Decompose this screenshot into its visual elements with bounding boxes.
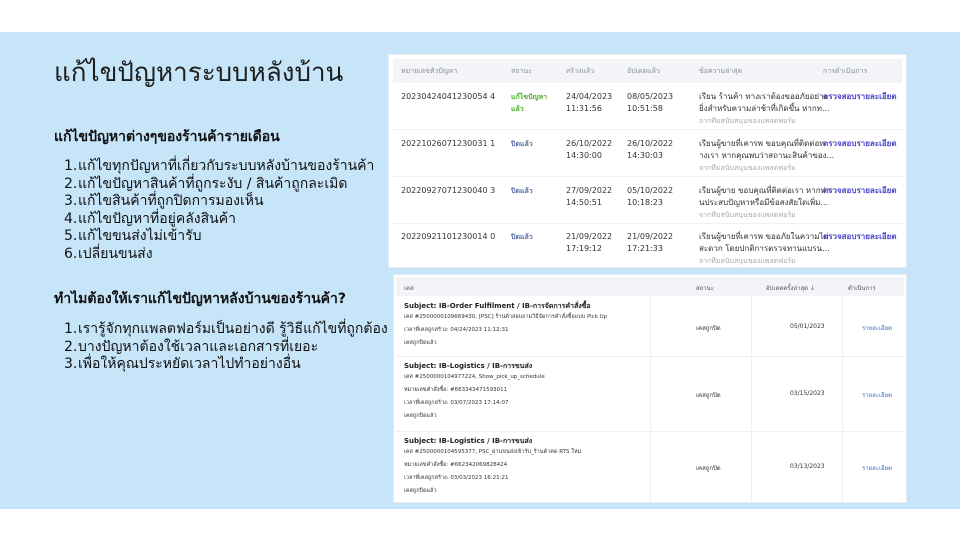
column-header: ดำเนินการ: [848, 285, 876, 292]
case-detail: หมายเลขคำสั่งซื้อ: #662342069828424: [404, 462, 508, 468]
status-badge: ปิดแล้ว: [511, 140, 533, 148]
case-updated-date: 03/13/2023: [790, 463, 825, 470]
section1-heading: แก้ไขปัญหาต่างๆของร้านค้ารายเดือน: [54, 129, 280, 145]
case-detail: เคส #2500000109669430, [PSC] ร้านค้าสอบถามวิธีจัดการคำสั่งซื้อแบบ Pick Up: [404, 314, 608, 320]
case-status: เคสถูกปิด: [696, 392, 721, 399]
case-details-link[interactable]: รายละเอียด: [862, 325, 893, 332]
column-header: หมายเลขหัวปัญหา: [401, 67, 458, 75]
list-item: 2.แก้ไขปัญหาสินค้าที่ถูกระงับ / สินค้าถูกละเมิด: [64, 175, 348, 192]
list-item: 5.แก้ไขขนส่งไม่เข้ารับ: [64, 228, 202, 244]
view-details-link[interactable]: ตรวจสอบรายละเอียด: [823, 232, 897, 241]
list-item: 2.บางปัญหาต้องใช้เวลาและเอกสารที่เยอะ: [64, 338, 319, 355]
table-row: [396, 356, 904, 432]
ticket-id: 20221026071230031 1: [401, 139, 496, 148]
case-detail: เวลาที่เคสถูกสร้าง: 04/24/2023 11:12:31: [404, 327, 509, 333]
created-date: 24/04/2023 11:31:56: [566, 92, 613, 113]
case-detail: เคสถูกปิดแล้ว: [404, 413, 437, 419]
updated-date: 21/09/2022 17:21:33: [627, 232, 674, 253]
section2-list: [64, 321, 388, 374]
column-header[interactable]: อัปเดตครั้งล่าสุด ↓: [766, 285, 815, 292]
latest-message: เรียน ร้านค้า ทางเราต้องขออภัยอย่าง ยิ่งสำหรับความล่าช้าที่เกิดขึ้น หากท... จากทีมสนับสนุนของแพลตฟอร์ม: [699, 92, 830, 125]
case-status: เคสถูกปิด: [696, 325, 721, 332]
list-item: 1.แก้ไขทุกปัญหาที่เกี่ยวกับระบบหลังบ้านของร้านค้า: [64, 158, 375, 174]
ticket-id: 20230424041230054 4: [401, 92, 496, 101]
list-item: 3.แก้ไขสินค้าที่ถูกปิดการมองเห็น: [64, 193, 264, 209]
ticket-id: 20220927071230040 3: [401, 186, 496, 195]
column-header: ข้อความล่าสุด: [699, 67, 743, 75]
latest-message: เรียนผู้ขาย ขอบคุณที่ติดต่อเรา หากท่า นประสบปัญหาหรือมีข้อสงสัยใดเพิ่ม... จากทีมสนับสนุนของแพลตฟอร์ม: [699, 186, 831, 219]
list-item: 3.เพื่อให้คุณประหยัดเวลาไปทำอย่างอื่น: [64, 356, 301, 372]
status-badge: ปิดแล้ว: [511, 233, 533, 241]
created-date: 21/09/2022 17:19:12: [566, 232, 613, 253]
latest-message: เรียนผู้ขายที่เคารพ ขออภัยในความไม่ สะดวก โดยปกติการตรวจทานแบรน... จากทีมสนับสนุนของแพลตฟอร์ม: [699, 232, 830, 265]
view-details-link[interactable]: ตรวจสอบรายละเอียด: [823, 186, 897, 195]
status-badge: ปิดแล้ว: [511, 187, 533, 195]
updated-date: 26/10/2022 14:30:03: [627, 139, 674, 160]
case-status: เคสถูกปิด: [696, 465, 721, 472]
case-details-link[interactable]: รายละเอียด: [862, 465, 893, 472]
case-subject: Subject: IB-Logistics / IB-การขนส่ง: [404, 362, 533, 370]
table-row: [396, 296, 904, 357]
case-subject: Subject: IB-Order Fulfilment / IB-การจัดการคำสั่งซื้อ: [404, 302, 591, 310]
latest-message: เรียนผู้ขายที่เคารพ ขอบคุณที่ติดต่อท างเรา หากคุณพบว่าสถานะสินค้าของ... จากทีมสนับสนุนของแพลตฟอร์ม: [699, 139, 835, 172]
ticket-id: 20220921101230014 0: [401, 232, 496, 241]
case-detail: เคส #2500000104977224, Show_pick_up_schedule: [404, 374, 545, 380]
column-header: สร้างแล้ว: [566, 67, 595, 75]
created-date: 26/10/2022 14:30:00: [566, 139, 613, 160]
case-detail: เวลาที่เคสถูกสร้าง: 03/03/2023 16:21:21: [404, 475, 509, 481]
column-header: สถานะ: [511, 67, 532, 75]
table-row: [393, 223, 902, 269]
column-header: อัปเดตแล้ว: [627, 67, 660, 75]
table-row: [396, 431, 904, 501]
created-date: 27/09/2022 14:50:51: [566, 186, 613, 207]
updated-date: 05/10/2022 10:18:23: [627, 186, 674, 207]
case-table-screenshot: [393, 274, 907, 503]
page-title: แก้ไขปัญหาระบบหลังบ้าน: [54, 58, 344, 88]
table-row: [393, 130, 902, 177]
case-detail: หมายเลขคำสั่งซื้อ: #663343471593011: [404, 387, 508, 393]
view-details-link[interactable]: ตรวจสอบรายละเอียด: [823, 139, 897, 148]
table-row: [393, 83, 902, 130]
section2-heading: ทำไมต้องให้เราแก้ไขปัญหาหลังบ้านของร้านค้า?: [54, 291, 347, 307]
updated-date: 08/05/2023 10:51:58: [627, 92, 674, 113]
column-header: สถานะ: [696, 285, 714, 292]
ticket-table-screenshot: [388, 54, 907, 268]
column-header: เคส: [404, 285, 414, 292]
case-detail: เคสถูกปิดแล้ว: [404, 340, 437, 346]
case-details-link[interactable]: รายละเอียด: [862, 392, 893, 399]
status-badge: แก้ไขปัญหาแล้ว: [511, 93, 548, 113]
ticket-table-header: [393, 59, 902, 83]
list-item: 1.เรารู้จักทุกแพลตฟอร์มเป็นอย่างดี รู้วิธีแก้ไขที่ถูกต้อง: [64, 321, 388, 337]
column-header: การดำเนินการ: [823, 67, 868, 75]
list-item: 6.เปลี่ยนขนส่ง: [64, 245, 153, 262]
case-detail: เวลาที่เคสถูกสร้าง: 03/07/2023 17:14:07: [404, 400, 509, 406]
list-item: 4.แก้ไขปัญหาที่อยู่คลังสินค้า: [64, 210, 236, 227]
case-detail: เคส #2500000104595377, PSC_ผ่านขนส่งเข้ารับ_ร้านค้าคด RTS ใหม่: [404, 449, 582, 455]
case-updated-date: 03/15/2023: [790, 390, 825, 397]
view-details-link[interactable]: ตรวจสอบรายละเอียด: [823, 92, 897, 101]
case-table-header: [396, 277, 904, 296]
case-subject: Subject: IB-Logistics / IB-การขนส่ง: [404, 437, 533, 445]
table-row: [393, 177, 902, 224]
case-updated-date: 05/01/2023: [790, 323, 825, 330]
case-detail: เคสถูกปิดแล้ว: [404, 488, 437, 494]
section1-list: [64, 158, 374, 263]
